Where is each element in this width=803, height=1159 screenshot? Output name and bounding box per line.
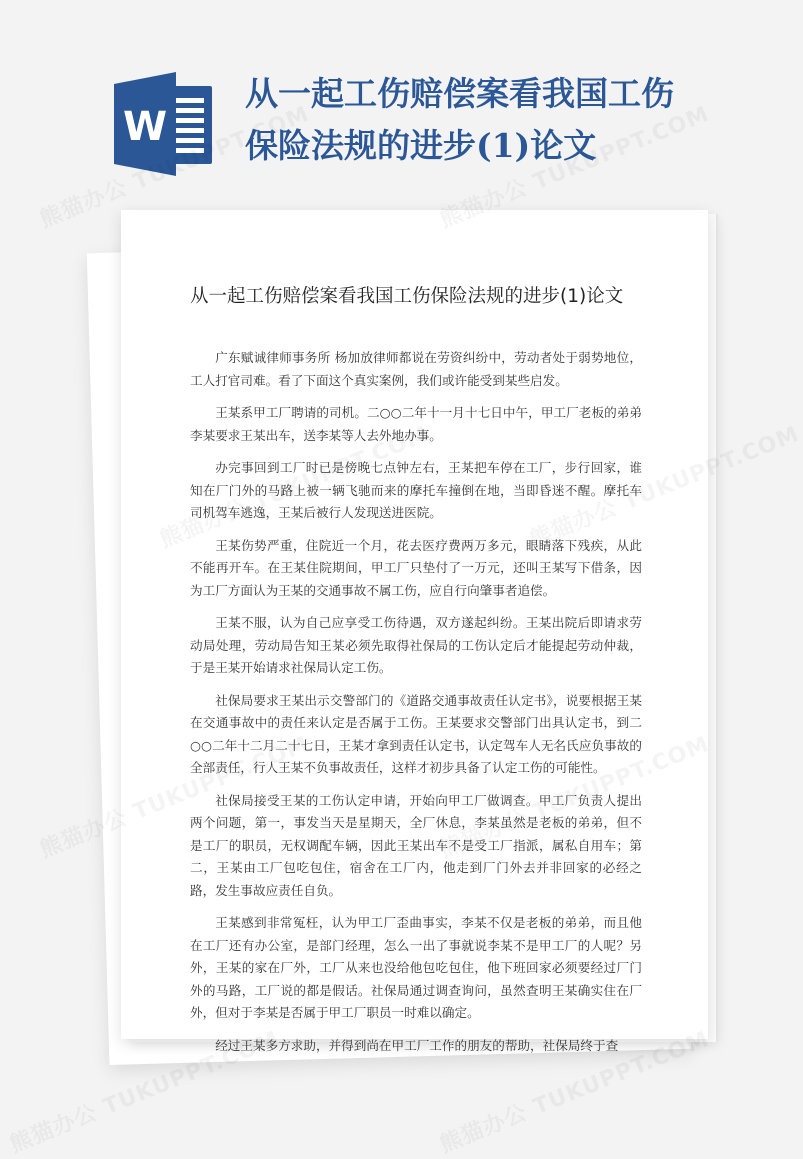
paragraph: 王某感到非常冤枉，认为甲工厂歪曲事实，李某不仅是老板的弟弟，而且他在工厂还有办公室，是部门经理，怎么一出了事就说李某不是甲工厂的人呢？另外，王某的家在厂外，工厂从来也没给他包吃包住，他下班回家必须要经过厂门外的马路，工厂说的都是假话。社保局通过调查询问，虽然查明王某确实住在厂外，但对于李某是否属于甲工厂职员一时难以确定。 <box>190 915 642 1020</box>
paragraph: 办完事回到工厂时已是傍晚七点钟左右，王某把车停在工厂，步行回家，谁知在厂门外的马路上被一辆飞驰而来的摩托车撞倒在地，当即昏迷不醒。摩托车司机驾车逃逸，王某后被行人发现送进医院。 <box>190 460 642 520</box>
paragraph: 社保局要求王某出示交警部门的《道路交通事故责任认定书》，说要根据王某在交通事故中的责任来认定是否属于工伤。王某要求交警部门出具认定书，到二○○二年十二月二十七日，王某才拿到责任认定书，认定驾车人无名氏应负事故的全部责任，行人王某不负事故责任，这样才初步具备了认定工伤的可能性。 <box>190 692 642 775</box>
paragraph: 王某伤势严重，住院近一个月，花去医疗费两万多元，眼睛落下残疾，从此不能再开车。在王某住院期间，甲工厂只垫付了一万元，还叫王某写下借条，因为工厂方面认为王某的交通事故不属工伤，应自行向肇事者追偿。 <box>190 537 642 598</box>
word-document-icon <box>110 70 218 178</box>
paragraph: 王某系甲工厂聘请的司机。二○○二年十一月十七日中午，甲工厂老板的弟弟李某要求王某出车，送李某等人去外地办事。 <box>190 405 642 443</box>
header-title: 从一起工伤赔偿案看我国工伤保险法规的进步(1)论文 <box>245 74 674 165</box>
document-page <box>121 210 708 1053</box>
paragraph: 广东赋诚律师事务所 杨加放律师都说在劳资纠纷中，劳动者处于弱势地位，工人打官司难。看了下面这个真实案例，我们或许能受到某些启发。 <box>190 350 642 388</box>
document-title: 从一起工伤赔偿案看我国工伤保险法规的进步(1)论文 <box>190 286 624 307</box>
document-body <box>190 347 642 1067</box>
paragraph: 社保局接受王某的工伤认定申请，开始向甲工厂做调查。甲工厂负责人提出两个问题，第一，事发当天是星期天，全厂休息，李某虽然是老板的弟弟，但不是工厂的职员，无权调配车辆，因此王某出车不是受工厂指派，属私自用车；第二，王某由工厂包吃包住，宿舍在工厂内，他走到厂门外去并非回家的必经之路，发生事故应责任自负。 <box>190 792 642 898</box>
paragraph: 经过王某多方求助，并得到尚在甲工厂工作的朋友的帮助，社保局终于查 <box>215 1037 619 1053</box>
paragraph: 王某不服，认为自己应享受工伤待遇，双方遂起纠纷。王某出院后即请求劳动局处理，劳动局告知王某必须先取得社保局的工伤认定后才能提起劳动仲裁，于是王某开始请求社保局认定工伤。 <box>190 615 642 675</box>
svg-text:W: W <box>122 104 168 150</box>
